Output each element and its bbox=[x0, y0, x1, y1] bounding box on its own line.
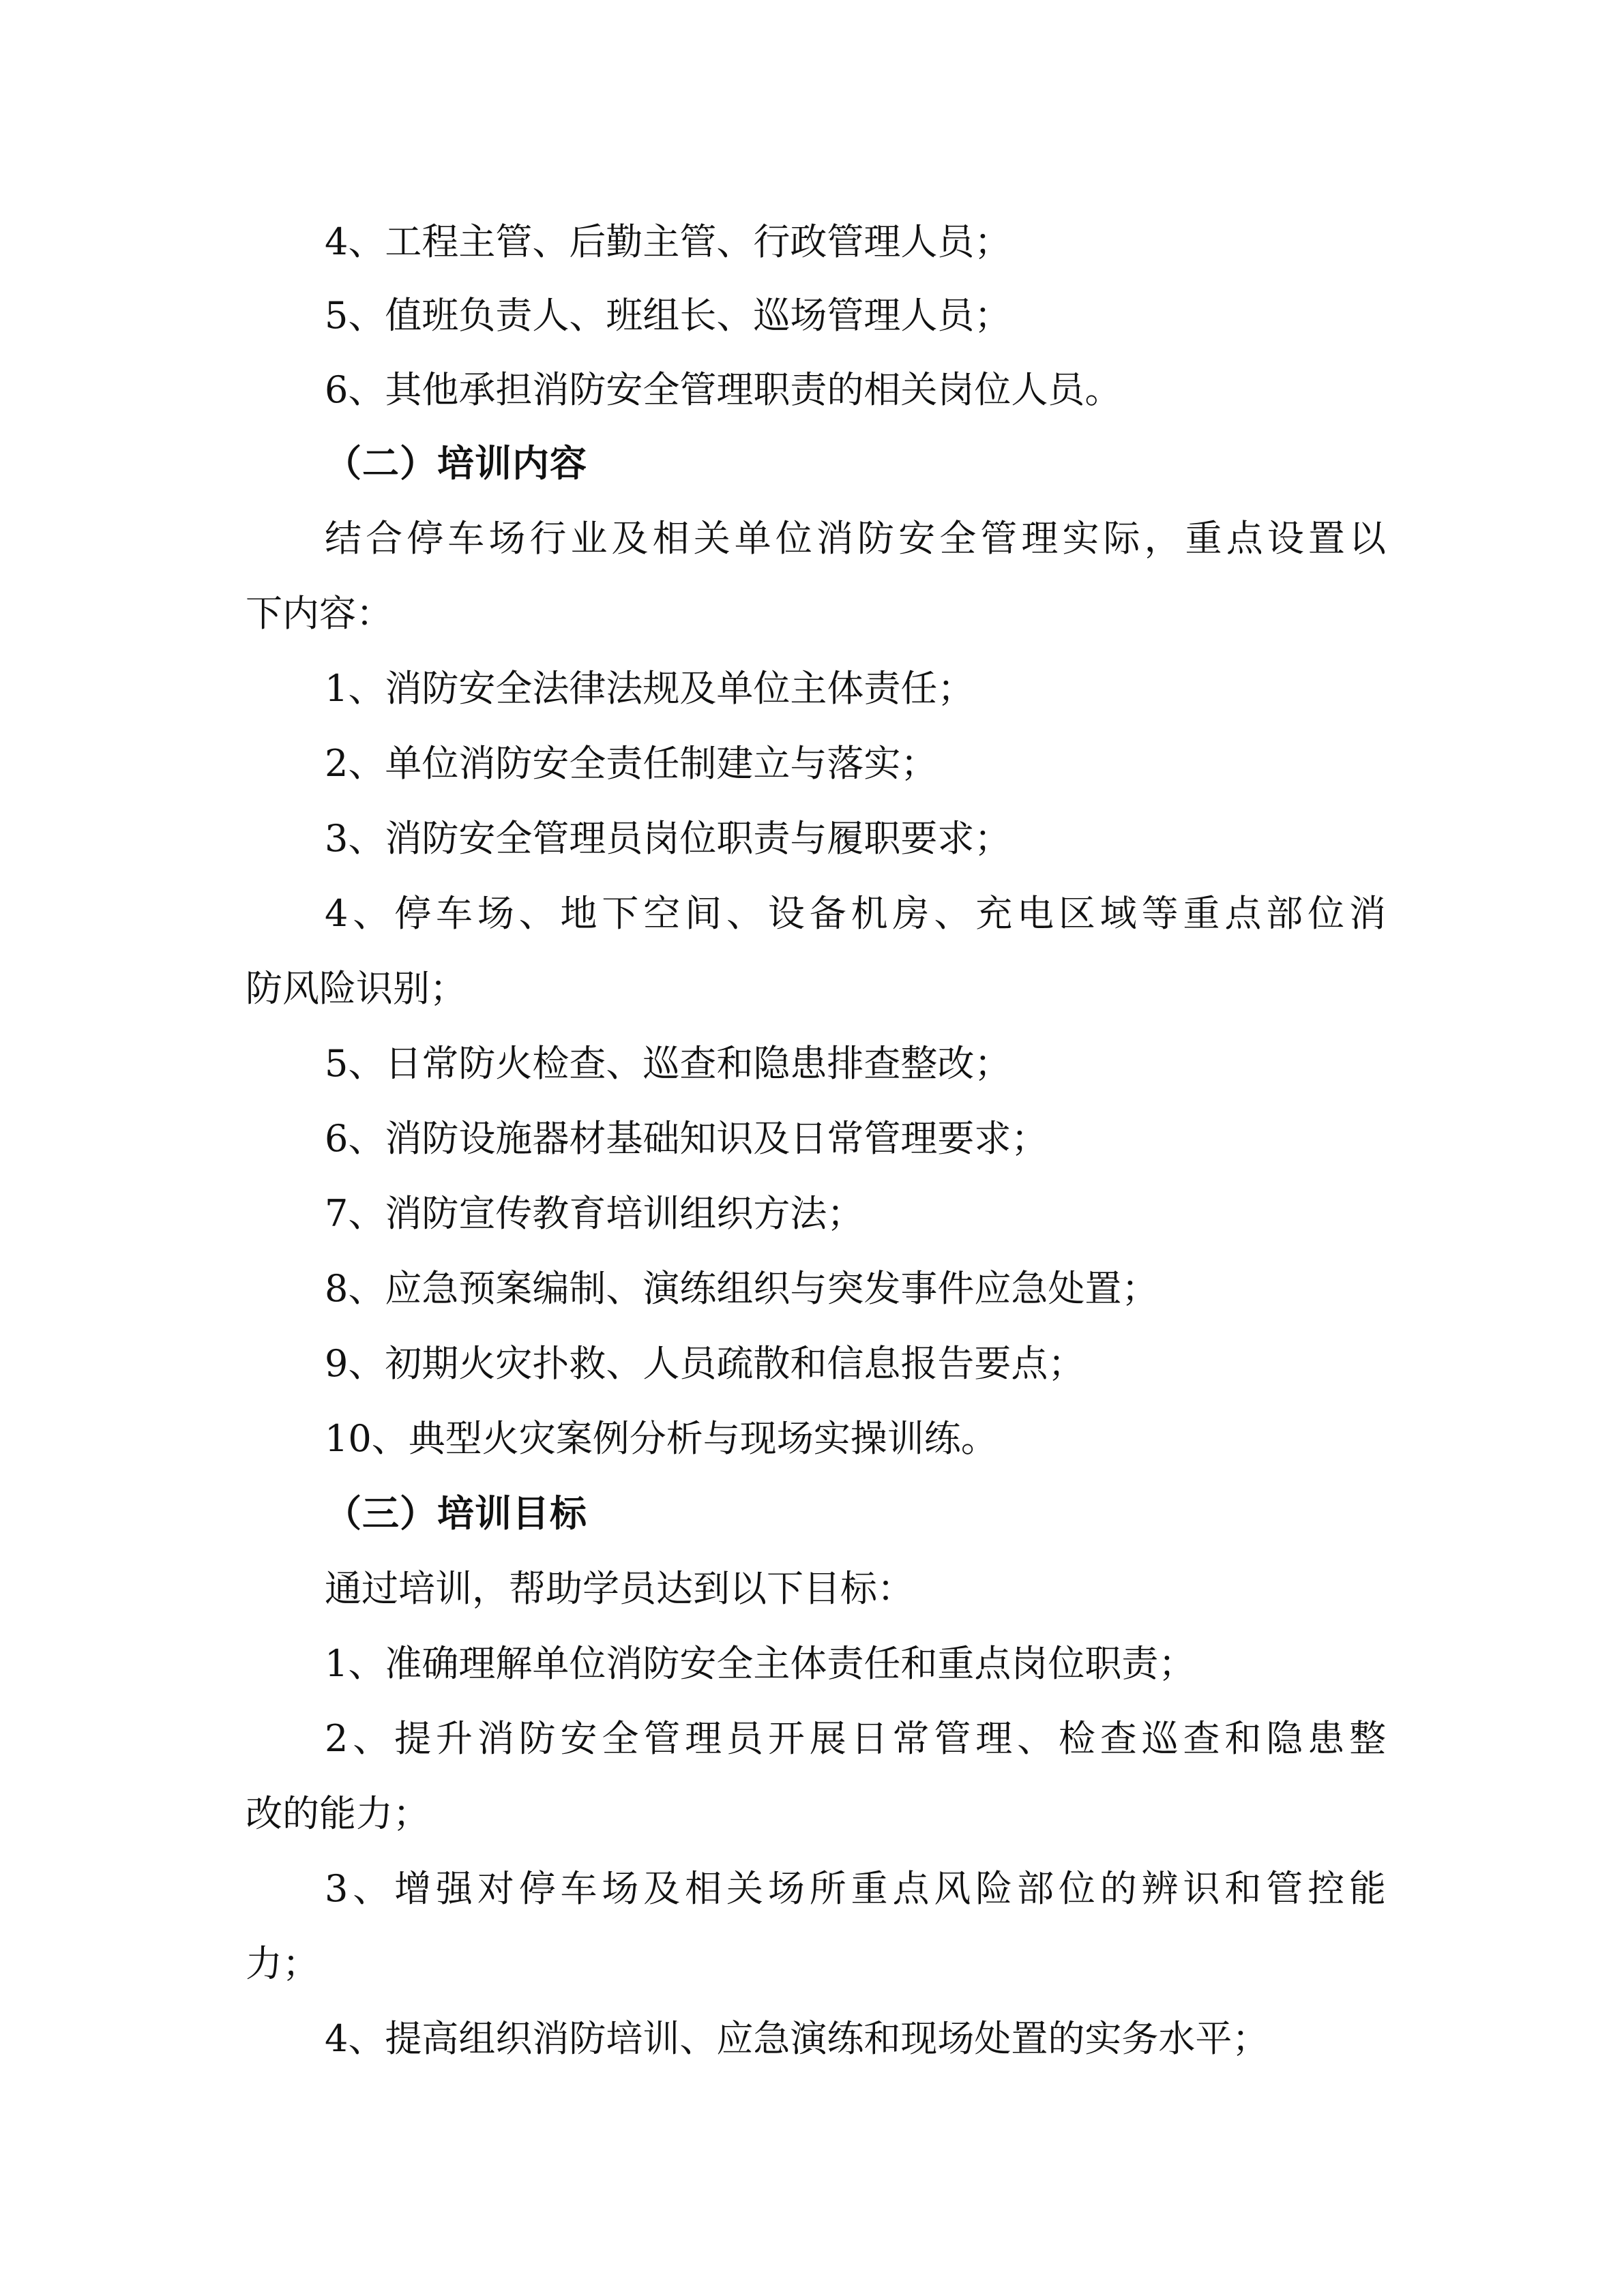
list-item: 3、消防安全管理员岗位职责与履职要求； bbox=[325, 817, 1012, 860]
list-item: 4、停车场、地下空间、设备机房、充电区域等重点部位消 bbox=[325, 892, 1386, 935]
list-item: 10、典型火灾案例分析与现场实操训练。 bbox=[325, 1417, 998, 1460]
list-item-continuation: 改的能力； bbox=[246, 1792, 430, 1835]
paragraph-line: 结合停车场行业及相关单位消防安全管理实际，重点设置以 bbox=[325, 517, 1386, 560]
list-item: 9、初期火灾扑救、人员疏散和信息报告要点； bbox=[325, 1342, 1085, 1385]
section-heading: （二）培训内容 bbox=[325, 442, 587, 485]
list-item: 8、应急预案编制、演练组织与突发事件应急处置； bbox=[325, 1267, 1159, 1310]
list-item-continuation: 力； bbox=[246, 1942, 319, 1985]
list-item: 2、提升消防安全管理员开展日常管理、检查巡查和隐患整 bbox=[325, 1717, 1386, 1760]
list-item: 4、提高组织消防培训、应急演练和现场处置的实务水平； bbox=[325, 2017, 1269, 2060]
paragraph-line: 通过培训，帮助学员达到以下目标： bbox=[325, 1567, 914, 1610]
list-item: 6、其他承担消防安全管理职责的相关岗位人员。 bbox=[325, 368, 1122, 411]
list-item: 5、值班负责人、班组长、巡场管理人员； bbox=[325, 294, 1012, 337]
list-item: 6、消防设施器材基础知识及日常管理要求； bbox=[325, 1117, 1048, 1160]
list-item: 2、单位消防安全责任制建立与落实； bbox=[325, 742, 938, 785]
list-item: 7、消防宣传教育培训组织方法； bbox=[325, 1192, 864, 1235]
section-heading: （三）培训目标 bbox=[325, 1492, 587, 1535]
list-item: 4、工程主管、后勤主管、行政管理人员； bbox=[325, 220, 1012, 263]
list-item-continuation: 防风险识别； bbox=[246, 967, 467, 1010]
list-item: 3、增强对停车场及相关场所重点风险部位的辨识和管控能 bbox=[325, 1867, 1386, 1910]
list-item: 1、消防安全法律法规及单位主体责任； bbox=[325, 667, 975, 710]
list-item: 1、准确理解单位消防安全主体责任和重点岗位职责； bbox=[325, 1642, 1196, 1685]
paragraph-line: 下内容： bbox=[246, 592, 393, 635]
list-item: 5、日常防火检查、巡查和隐患排查整改； bbox=[325, 1042, 1012, 1085]
